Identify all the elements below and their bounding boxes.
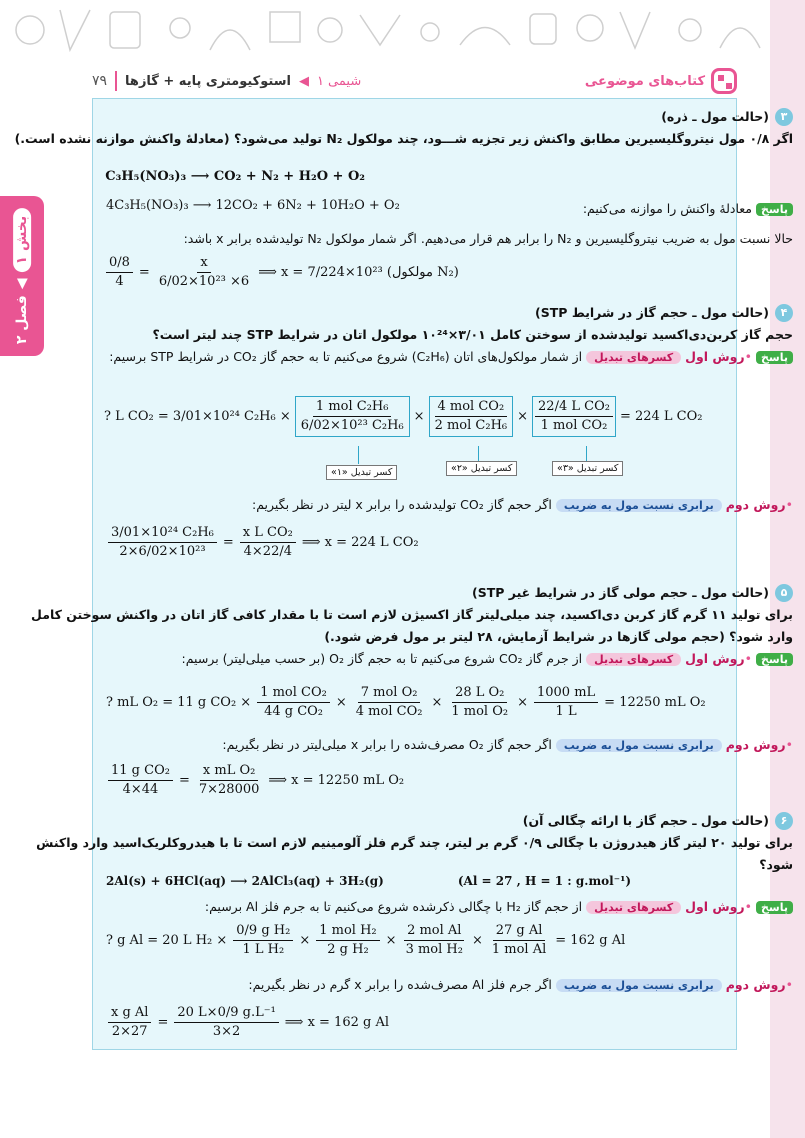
conversion-badge: کسرهای تبدیل xyxy=(586,901,681,914)
denominator: 44 g CO₂ xyxy=(264,704,324,719)
fraction xyxy=(106,762,175,799)
conversion-caption-2: کسر تبدیل «۲» xyxy=(446,461,517,476)
method-label: روش اول xyxy=(685,651,745,666)
question-number: ۵ xyxy=(775,584,793,602)
numerator: x xyxy=(197,254,210,273)
numerator: 7 mol O₂ xyxy=(358,684,421,703)
conversion-fraction-3 xyxy=(532,396,616,437)
q3-ratio-text xyxy=(12,228,793,250)
q5-conversion-equation: ? mL O₂ = 11 g CO₂ × $\frac{\text{1 mol CO₂}}{\text{44 g CO₂}}$ × $\frac{\text{7 mol O₂}}{\text{4 mol CO₂}}$ × $\frac{\text{28 L O₂}}{\text{1 mol O₂}}$ × $\frac{1000 mL}{1 L}$ = 12250 mL O₂ xyxy=(106,685,706,719)
conversion-fraction-1 xyxy=(295,396,410,437)
denominator: 4×22/4 xyxy=(243,544,292,559)
answer-badge: پاسخ xyxy=(756,901,793,914)
fraction xyxy=(194,762,265,799)
result-text: ⟹ x = 162 g Al xyxy=(284,1015,389,1030)
bullet-icon: • xyxy=(785,737,793,752)
q4-ratio-equation: $\frac{\text{3/01×10²⁴ C₂H₆}}{\text{2×6/02×10²³}}$ = $\frac{\text{x L CO₂}}{4\times 22/4}$ ⟹ x = 224 L CO₂ xyxy=(106,524,419,561)
page-header xyxy=(92,66,737,96)
method-text: از شمار مولکول‌های اتان (C₂H₆) شروع می‌کنیم تا به حجم گاز CO₂ در شرایط STP برسیم: xyxy=(109,349,583,364)
question-text: حجم گاز کربن‌دی‌اکسید تولیدشده از سوختن کامل ۳/۰۱×۱۰²⁴ مولکول اتان در شرایط STP چند لیتر است؟ xyxy=(152,327,793,342)
ratio-badge: برابری نسبت مول به ضریب xyxy=(556,979,722,992)
equation-lhs: ? g Al = 20 L H₂ × xyxy=(106,933,228,948)
brand xyxy=(585,68,737,94)
question-6 xyxy=(12,810,793,876)
q6-conversion-equation: ? g Al = 20 L H₂ × $\frac{\text{0/9 g H₂}}{\text{1 L H₂}}$ × $\frac{\text{1 mol H₂}}{\text{2 g H₂}}$ × $\frac{\text{2 mol Al}}{\text{3 mol H₂}}$ × $\frac{\text{27 g Al}}{\text{1 mol Al}}$ = 162 g Al xyxy=(106,923,626,957)
conversion-caption-3: کسر تبدیل «۳» xyxy=(552,461,623,476)
numerator: 20 L×0/9 g.L⁻¹ xyxy=(174,1004,278,1023)
result-text: ⟹ x = 224 L CO₂ xyxy=(301,535,419,550)
question-5 xyxy=(12,582,793,671)
numerator: 27 g Al xyxy=(493,922,546,941)
method-text: از جرم گاز CO₂ شروع می‌کنیم تا به حجم گاز O₂ (بر حسب میلی‌لیتر) برسیم: xyxy=(181,651,583,666)
bullet-icon: • xyxy=(744,349,752,364)
bullet-icon: • xyxy=(744,899,752,914)
conversion-fraction-2 xyxy=(314,922,381,959)
page-number: ۷۹ xyxy=(92,73,108,89)
q4-method2-line xyxy=(12,494,793,517)
numerator: x g Al xyxy=(108,1004,151,1023)
denominator: 4 mol CO₂ xyxy=(355,704,423,719)
answer-badge: پاسخ xyxy=(756,351,793,364)
q5-ratio-equation: $\frac{\text{11 g CO₂}}{4\times 44}$ = $\frac{\text{x mL O₂}}{7\times 28000}$ ⟹ x = 12250 mL O₂ xyxy=(106,762,404,799)
q3-ratio-equation: $\frac{0/8}{4}$ = $\frac{x}{\text{6/02×10²³ ×6}}$ ⟹ x = 7/224×10²³ (مولکول N₂) xyxy=(104,254,459,291)
method-text: اگر حجم گاز CO₂ تولیدشده را برابر x لیتر در نظر بگیریم: xyxy=(251,497,552,512)
header-divider xyxy=(115,71,117,91)
q5-method1-line xyxy=(12,648,793,671)
conversion-badge: کسرهای تبدیل xyxy=(586,351,681,364)
fraction xyxy=(154,254,254,291)
q6-ratio-equation: $\frac{\text{x g Al}}{2\times 27}$ = $\frac{\text{20 L×0/9 g.L⁻¹}}{3\times 2}$ ⟹ x = 162 g Al xyxy=(106,1004,389,1041)
fraction xyxy=(172,1004,280,1041)
equation-lhs: ? L CO₂ = 3/01×10²⁴ C₂H₆ × xyxy=(104,409,291,424)
conversion-badge: کسرهای تبدیل xyxy=(586,653,681,666)
conversion-fraction-1 xyxy=(255,684,332,721)
reaction-equation: C₃H₅(NO₃)₃ ⟶ CO₂ + N₂ + H₂O + O₂ xyxy=(105,169,365,184)
conversion-fraction-4 xyxy=(487,922,551,959)
q6-reaction xyxy=(106,874,631,888)
denominator: 2×6/02×10²³ xyxy=(119,544,206,559)
question-title: (حالت مول ـ حجم مولی گاز در شرایط غیر STP) xyxy=(472,585,769,600)
fraction xyxy=(238,524,298,561)
method-label: روش دوم xyxy=(725,497,786,512)
numerator: 4 mol CO₂ xyxy=(435,398,508,417)
method-text: اگر حجم گاز O₂ مصرف‌شده را برابر x میلی‌لیتر در نظر بگیریم: xyxy=(222,737,552,752)
balanced-equation: 4C₃H₅(NO₃)₃ ⟶ 12CO₂ + 6N₂ + 10H₂O + O₂ xyxy=(106,198,400,213)
conversion-fraction-3 xyxy=(401,922,468,959)
question-number: ۶ xyxy=(775,812,793,830)
method-text: اگر جرم فلز Al مصرف‌شده را برابر x گرم در نظر بگیریم: xyxy=(248,977,552,992)
answer-badge: پاسخ xyxy=(756,203,793,216)
header-chapter: شیمی ۱ xyxy=(316,73,362,89)
numerator: 0/9 g H₂ xyxy=(233,922,293,941)
brand-logo-icon xyxy=(711,68,737,94)
side-tab-section: بخش ۱ xyxy=(13,208,31,273)
denominator: 2 mol C₂H₆ xyxy=(434,418,508,433)
numerator: 3/01×10²⁴ C₂H₆ xyxy=(108,524,217,543)
question-4 xyxy=(12,302,793,369)
conversion-fraction-2 xyxy=(429,396,514,437)
question-text: برای تولید ۲۰ لیتر گاز هیدروژن با چگالی ۰/۹ گرم بر لیتر، چند گرم فلز آلومینیم لازم است تا با هیدروکلریک‌اسید وارد واکنش شود؟ xyxy=(36,835,793,872)
side-tab-chapter: فصل ۲ xyxy=(14,295,31,345)
fraction xyxy=(106,524,219,561)
result-text: ⟹ x = 12250 mL O₂ xyxy=(268,773,405,788)
reaction-equation: 2Al(s) + 6HCl(aq) ⟶ 2AlCl₃(aq) + 3H₂(g) xyxy=(106,874,384,888)
header-title: استوکیومتری پایه + گازها xyxy=(125,73,291,89)
fraction xyxy=(104,254,135,291)
bullet-icon: • xyxy=(744,651,752,666)
q4-method1-line xyxy=(12,346,793,369)
conversion-fraction-1 xyxy=(231,922,295,959)
conversion-fraction-2 xyxy=(351,684,428,721)
numerator: 1 mol C₂H₆ xyxy=(313,398,392,417)
ratio-badge: برابری نسبت مول به ضریب xyxy=(556,739,722,752)
method-label: روش دوم xyxy=(725,737,786,752)
method-text: از حجم گاز H₂ با چگالی ذکرشده شروع می‌کنیم تا به جرم فلز Al برسیم: xyxy=(204,899,583,914)
numerator: 2 mol Al xyxy=(404,922,464,941)
ratio-badge: برابری نسبت مول به ضریب xyxy=(556,499,722,512)
equation-result: = 162 g Al xyxy=(555,933,626,948)
denominator: 2 g H₂ xyxy=(327,942,369,957)
q6-method2-line xyxy=(12,974,793,997)
question-title: (حالت مول ـ حجم گاز در شرایط STP) xyxy=(535,305,769,320)
denominator: 3 mol H₂ xyxy=(405,942,463,957)
numerator: 1000 mL xyxy=(534,684,598,703)
denominator: 4 xyxy=(115,274,124,289)
denominator: 7×28000 xyxy=(198,782,260,797)
numerator: 1 mol H₂ xyxy=(316,922,379,941)
arrow-icon xyxy=(358,446,359,464)
numerator: 11 g CO₂ xyxy=(108,762,173,781)
result-text: ⟹ x = 7/224×10²³ (مولکول N₂) xyxy=(258,265,459,280)
numerator: x mL O₂ xyxy=(200,762,258,781)
fraction xyxy=(106,1004,153,1041)
conversion-fraction-4 xyxy=(532,684,600,721)
page-edge-strip xyxy=(770,0,805,1138)
question-number: ۴ xyxy=(775,304,793,322)
question-number: ۳ xyxy=(775,108,793,126)
bullet-icon: • xyxy=(785,977,793,992)
q6-method1-line xyxy=(12,896,793,919)
method-label: روش دوم xyxy=(725,977,786,992)
denominator: 1 mol CO₂ xyxy=(540,418,608,433)
denominator: 6/02×10²³ ×6 xyxy=(158,274,250,289)
numerator: 28 L O₂ xyxy=(452,684,507,703)
doodle-banner xyxy=(0,0,805,62)
denominator: 4×44 xyxy=(122,782,159,797)
denominator: 2×27 xyxy=(111,1024,148,1039)
numerator: 0/8 xyxy=(106,254,133,273)
question-text: اگر ۰/۸ مول نیتروگلیسیرین مطابق واکنش زیر تجزیه شـــود، چند مولکول N₂ تولید می‌شود؟ (معادلهٔ واکنش موازنه نشده است.) xyxy=(14,131,793,146)
question-3 xyxy=(12,106,793,150)
q4-conversion-equation: ? L CO₂ = 3/01×10²⁴ C₂H₆ × $\frac{\text{1 mol C₂H₆}}{\text{6/02×10²³ C₂H₆}}$ × $\frac{\text{4 mol CO₂}}{\text{2 mol C₂H₆}}$ × $\frac{\text{22/4 L CO₂}}{\text{1 mol CO₂}}$ = 224 L CO₂ xyxy=(104,396,703,437)
question-title: (حالت مول ـ ذره) xyxy=(661,109,769,124)
question-text: برای تولید ۱۱ گرم گاز کربن دی‌اکسید، چند میلی‌لیتر گاز اکسیژن لازم است تا با مقدار کافی گاز اتان در واکنش سوختن کامل وارد شود؟ (حجم مولی گازها در شرایط آزمایش، ۲۸ لیتر بر مول فرض شود.) xyxy=(31,607,793,644)
balance-text: معادلهٔ واکنش را موازنه می‌کنیم: xyxy=(582,201,752,216)
denominator: 1 mol O₂ xyxy=(451,704,509,719)
denominator: 6/02×10²³ C₂H₆ xyxy=(300,418,404,433)
conversion-caption-1: کسر تبدیل «۱» xyxy=(326,465,397,480)
equation-result: = 224 L CO₂ xyxy=(619,409,703,424)
ratio-text: حالا نسبت مول به ضریب نیتروگلیسیرین و N₂ را برابر هم قرار می‌دهیم. اگر شمار مولکول N₂ تولیدشده برابر x باشد: xyxy=(183,231,793,246)
method-label: روش اول xyxy=(685,899,745,914)
brand-name: کتاب‌های موضوعی xyxy=(584,73,705,89)
method-label: روش اول xyxy=(685,349,745,364)
denominator: 1 mol Al xyxy=(491,942,547,957)
numerator: x L CO₂ xyxy=(240,524,296,543)
side-tab-arrow-icon: ◀ xyxy=(14,278,31,290)
given-masses: (Al = 27 , H = 1 : g.mol⁻¹) xyxy=(457,874,631,888)
answer-badge: پاسخ xyxy=(756,653,793,666)
denominator: 1 L xyxy=(555,704,577,719)
numerator: 1 mol CO₂ xyxy=(257,684,330,703)
q5-method2-line xyxy=(12,734,793,757)
denominator: 1 L H₂ xyxy=(242,942,285,957)
question-title: (حالت مول ـ حجم گاز با ارائه چگالی آن) xyxy=(522,813,769,828)
bullet-icon: • xyxy=(785,497,793,512)
equation-lhs: ? mL O₂ = 11 g CO₂ × xyxy=(106,695,252,710)
denominator: 3×2 xyxy=(212,1024,241,1039)
conversion-fraction-3 xyxy=(446,684,513,721)
equation-result: = 12250 mL O₂ xyxy=(604,695,706,710)
numerator: 22/4 L CO₂ xyxy=(535,398,613,417)
header-arrow-icon: ◀ xyxy=(298,73,309,89)
